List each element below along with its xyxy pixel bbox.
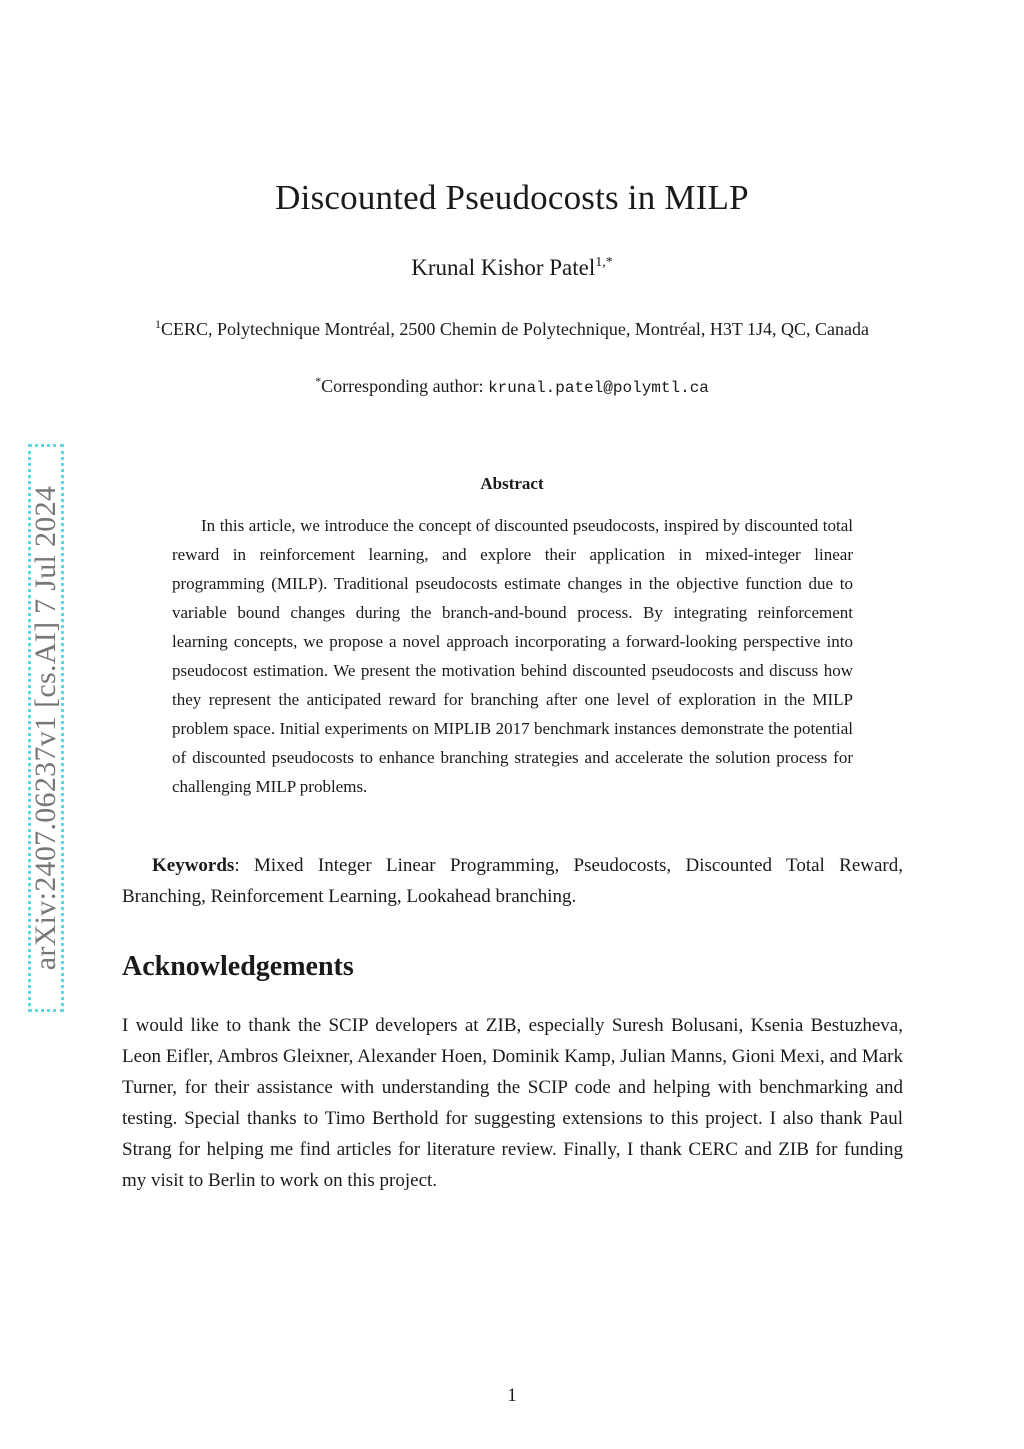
abstract-text: In this article, we introduce the concept of discounted pseudocosts, inspired by discounted total reward in reinforcement learning, and explore their application in mixed-integer linear programming (MILP). Traditional pseudocosts estimate changes in the objective function due to variable bound changes during the branch-and-bound process. By integrating reinforcement learning concepts, we propose a novel approach incorporating a forward-looking perspective into pseudocost estimation. We present the motivation behind discounted pseudocosts and discuss how they represent the anticipated reward for branching after one level of exploration in the MILP problem space. Initial experiments on MIPLIB 2017 benchmark instances demonstrate the potential of discounted pseudocosts to enhance branching strategies and accelerate the solution process for challenging MILP problems. xyxy=(172,516,853,796)
author-affiliation-marks: 1,* xyxy=(595,255,613,270)
acknowledgements-text: I would like to thank the SCIP developers at ZIB, especially Suresh Bolusani, Ksenia Bestuzheva, Leon Eifler, Ambros Gleixner, Alexander Hoen, Dominik Kamp, Julian Manns, Gioni Mexi, and Mark Turner, for their assistance with understanding the SCIP code and helping with benchmarking and testing. Special thanks to Timo Berthold for suggesting extensions to this project. I also thank Paul Strang for helping me find articles for literature review. Finally, I thank CERC and ZIB for funding my visit to Berlin to work on this project. xyxy=(122,1015,903,1191)
abstract-heading: Abstract xyxy=(480,474,544,493)
acknowledgements-heading: Acknowledgements xyxy=(122,951,354,982)
affiliation xyxy=(122,309,902,344)
arxiv-stamp[interactable]: arXiv:2407.06237v1 [cs.AI] 7 Jul 2024 xyxy=(29,485,62,971)
paper-title: Discounted Pseudocosts in MILP xyxy=(275,178,749,217)
affiliation-mark: 1 xyxy=(154,317,161,331)
page-number: 1 xyxy=(507,1385,517,1406)
affiliation-text: CERC, Polytechnique Montréal, 2500 Chemin de Polytechnique, Montréal, H3T 1J4, QC, Canada xyxy=(160,319,870,339)
keywords xyxy=(122,850,903,912)
corresponding-email[interactable]: krunal.patel@polymtl.ca xyxy=(488,379,709,397)
keywords-label: Keywords xyxy=(152,855,235,876)
author-line xyxy=(0,255,1024,281)
corresponding-label: Corresponding author: xyxy=(321,376,489,396)
keywords-text: : Mixed Integer Linear Programming, Pseudocosts, Discounted Total Reward, Branching, Reinforcement Learning, Lookahead branching. xyxy=(122,855,903,907)
corresponding-author xyxy=(0,369,1024,400)
author-name: Krunal Kishor Patel xyxy=(411,255,596,280)
corresponding-mark: * xyxy=(315,374,322,388)
